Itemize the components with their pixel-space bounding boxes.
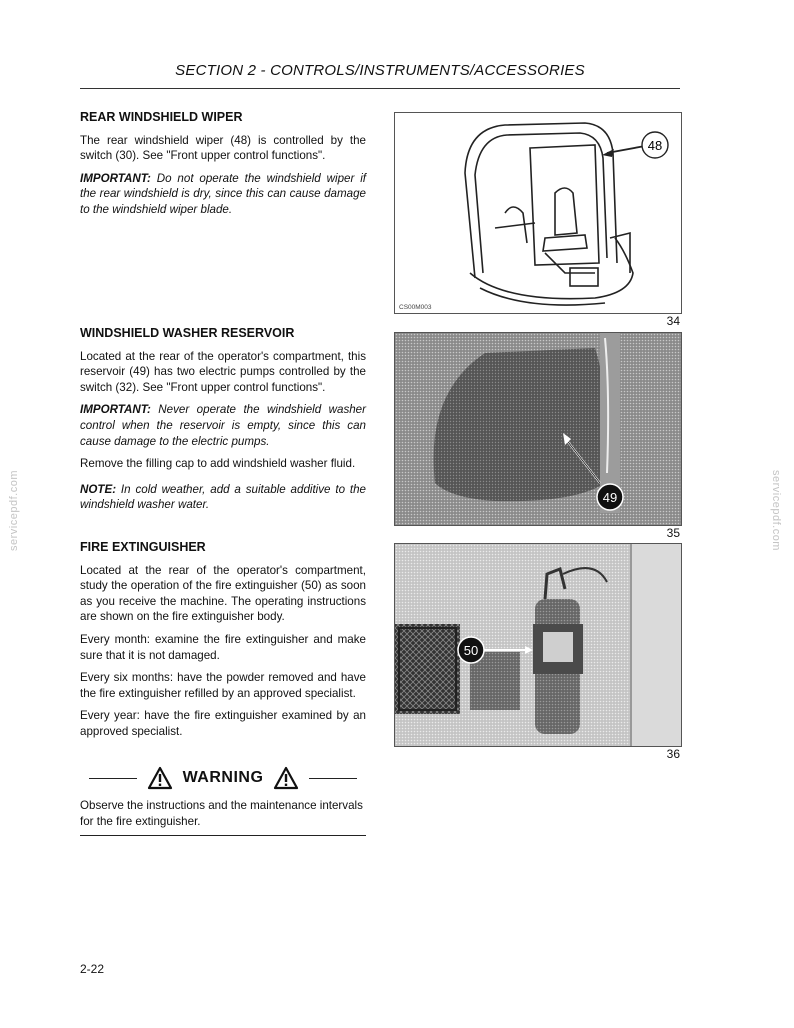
wiper-heading: REAR WINDSHIELD WIPER: [80, 110, 243, 124]
washer-section: [80, 326, 366, 520]
warning-triangle-icon: [273, 766, 299, 790]
page-number: 2-22: [80, 962, 105, 976]
warning-rule-left: [89, 778, 137, 779]
figure-fire-extinguisher: [394, 543, 682, 747]
figure-code: CS00M003: [399, 304, 432, 311]
reservoir-photo: [395, 333, 681, 525]
callout-48-label: 48: [647, 138, 663, 153]
washer-important-label: IMPORTANT:: [80, 403, 151, 417]
wiper-body: The rear windshield wiper (48) is controlled by the switch (30). See "Front upper control functions".: [80, 133, 366, 163]
warning-block: [80, 764, 366, 836]
washer-note-label: NOTE:: [80, 482, 117, 496]
washer-important: [80, 402, 366, 449]
washer-important-text: Never operate the windshield washer control when the reservoir is empty, since this can cause damage to the electric pumps.: [80, 403, 366, 448]
extinguisher-body2: Every month: examine the fire extinguisher and make sure that it is not damaged.: [80, 632, 366, 662]
extinguisher-body4: Every year: have the fire extinguisher examined by an approved specialist.: [80, 709, 366, 738]
warning-triangle-icon: [147, 766, 173, 790]
extinguisher-section: [80, 540, 366, 747]
wiper-important-label: IMPORTANT:: [80, 171, 151, 185]
figure-rear-wiper-cab: [394, 112, 682, 314]
wiper-section: [80, 110, 366, 225]
warning-rule-right: [309, 778, 357, 779]
extinguisher-photo: [395, 544, 681, 746]
figure-number-36: 36: [666, 747, 680, 761]
wiper-important-text: Do not operate the windshield wiper if the rear windshield is dry, since this can cause damage to the windshield wiper blade.: [80, 171, 366, 216]
watermark-left: servicepdf.com: [8, 470, 20, 551]
extinguisher-body1: Located at the rear of the operator's compartment, study the operation of the fire extinguisher (50) as soon as you receive the machine. The operating instructions are shown on the fire extinguisher body.: [80, 563, 366, 624]
warning-bottom-rule: [80, 835, 366, 836]
washer-heading: WINDSHIELD WASHER RESERVOIR: [80, 326, 295, 340]
page-header-title: SECTION 2 - CONTROLS/INSTRUMENTS/ACCESSORIES: [175, 62, 585, 79]
callout-49-label: 49: [602, 490, 618, 505]
warning-title-row: [80, 764, 366, 792]
wiper-important: [80, 171, 366, 218]
washer-note: [80, 482, 366, 513]
cab-illustration: [395, 113, 681, 313]
figure-number-35: 35: [666, 526, 680, 540]
callout-50-label: 50: [463, 643, 479, 658]
washer-body: Located at the rear of the operator's compartment, this reservoir (49) has two electric pumps controlled by the switch (32). See "Front upper control functions".: [80, 349, 366, 394]
washer-note-text: In cold weather, add a suitable additive to the windshield washer water.: [80, 482, 366, 512]
warning-label: WARNING: [182, 769, 264, 786]
extinguisher-heading: FIRE EXTINGUISHER: [80, 540, 206, 554]
figure-washer-reservoir: [394, 332, 682, 526]
washer-body2: Remove the filling cap to add windshield washer fluid.: [80, 457, 356, 471]
header-rule: [80, 88, 680, 89]
figure-number-34: 34: [666, 314, 680, 328]
warning-text: Observe the instructions and the maintenance intervals for the fire extinguisher.: [80, 799, 363, 828]
watermark-right: servicepdf.com: [770, 470, 782, 551]
extinguisher-body3: Every six months: have the powder removed and have the fire extinguisher refilled by an approved specialist.: [80, 671, 366, 700]
